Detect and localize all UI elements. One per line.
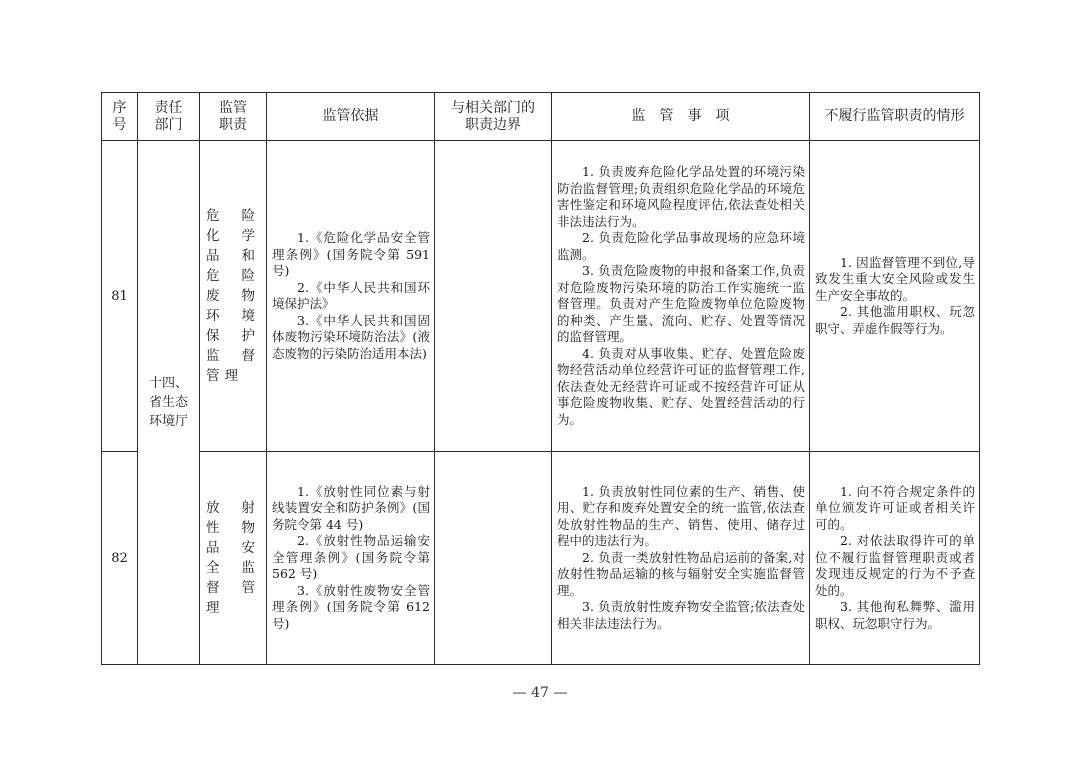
duty-cell: 放射性物品安全监督管理 xyxy=(200,452,267,665)
boundary-cell xyxy=(435,452,552,665)
table-row xyxy=(102,141,980,452)
fail-item: 1. 向不符合规定条件的单位颁发许可证或者相关许可的。 xyxy=(815,483,975,532)
fail-cell xyxy=(810,452,980,665)
page-number: — 47 — xyxy=(512,685,568,701)
matter-item: 2. 负责一类放射性物品启运前的备案,对放射性物品运输的核与辐射安全实施监督管理。 xyxy=(557,549,805,598)
header-boundary: 与相关部门的 职责边界 xyxy=(435,93,552,141)
basis-item: 3.《中华人民共和国固体废物污染环境防治法》(液态废物的污染防治适用本法) xyxy=(272,312,430,361)
basis-item: 3.《放射性废物安全管理条例》(国务院令第 612 号) xyxy=(272,582,430,631)
dept-line: 环境厅 xyxy=(148,414,188,429)
row-num: 81 xyxy=(102,141,138,452)
boundary-cell xyxy=(435,141,552,452)
fail-item: 3. 其他徇私舞弊、滥用职权、玩忽职守行为。 xyxy=(815,599,975,631)
matter-item: 2. 负责危险化学品事故现场的应急环境监测。 xyxy=(557,230,805,262)
matter-cell xyxy=(552,452,810,665)
fail-item: 2. 其他滥用职权、玩忽职守、弄虚作假等行为。 xyxy=(815,304,975,336)
fail-cell xyxy=(810,141,980,452)
matter-item: 4. 负责对从事收集、贮存、处置危险废物经营活动单位经营许可证的监督管理工作,依法查处无经营许可证或不按经营许可证从事危险废物收集、贮存、处置经营活动的行为。 xyxy=(557,345,805,427)
header-fail: 不履行监管职责的情形 xyxy=(810,93,980,141)
duty-cell: 危险化学品和危险废物环境保护监督管理 xyxy=(200,141,267,452)
header-row xyxy=(102,93,980,141)
basis-cell xyxy=(267,141,435,452)
header-num: 序 号 xyxy=(102,93,138,141)
header-dept: 责任 部门 xyxy=(138,93,200,141)
fail-item: 2. 对依法取得许可的单位不履行监督管理职责或者发现违反规定的行为不予查处的。 xyxy=(815,533,975,598)
matter-item: 1. 负责放射性同位素的生产、销售、使用、贮存和废弃处置安全的统一监管,依法查处放射性物品的生产、销售、使用、储存过程中的违法行为。 xyxy=(557,483,805,549)
basis-item: 2.《放射性物品运输安全管理条例》(国务院令第 562 号) xyxy=(272,533,430,582)
responsibility-table xyxy=(101,92,980,665)
matter-item: 3. 负责危险废物的申报和备案工作,负责对危险废物污染环境的防治工作实施统一监督管理。负责对产生危险废物单位危险废物的种类、产生量、流向、贮存、处置等情况的监督管理。 xyxy=(557,263,805,344)
dept-line: 省生态 xyxy=(148,395,188,410)
header-basis: 监管依据 xyxy=(267,93,435,141)
matter-item: 1. 负责废弃危险化学品处置的环境污染防治监督管理;负责组织危险化学品的环境危害性鉴定和环境风险程度评估,依法查处相关非法违法行为。 xyxy=(557,164,805,229)
matter-item: 3. 负责放射性废弃物安全监管;依法查处相关非法违法行为。 xyxy=(557,599,805,631)
dept-line: 十四、 xyxy=(148,376,188,391)
basis-item: 1.《放射性同位素与射线装置安全和防护条例》(国务院令第 44 号) xyxy=(272,483,430,532)
basis-cell xyxy=(267,452,435,665)
table-row xyxy=(102,452,980,665)
dept-cell xyxy=(138,141,200,665)
basis-item: 2.《中华人民共和国环境保护法》 xyxy=(272,279,430,311)
row-num: 82 xyxy=(102,452,138,665)
header-duty: 监管 职责 xyxy=(200,93,267,141)
fail-item: 1. 因监督管理不到位,导致发生重大安全风险或发生生产安全事故的。 xyxy=(815,254,975,303)
header-matter: 监 管 事 项 xyxy=(552,93,810,141)
basis-item: 1.《危险化学品安全管理条例》(国务院令第 591 号) xyxy=(272,230,430,278)
matter-cell xyxy=(552,141,810,452)
